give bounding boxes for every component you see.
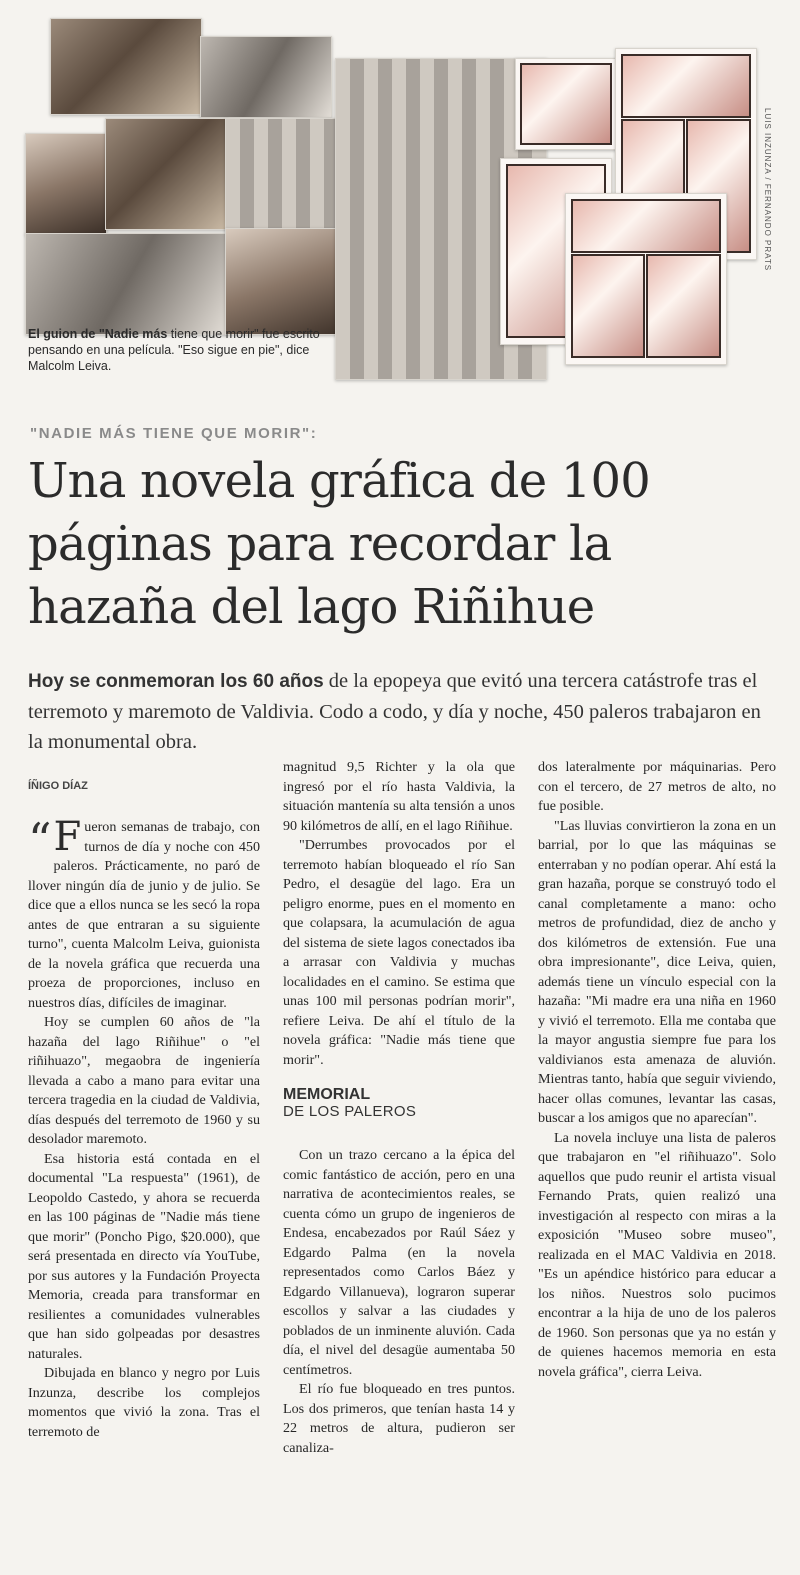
column-1 xyxy=(28,813,260,1442)
article-lede xyxy=(28,666,778,757)
paragraph: "Derrumbes provocados por el terremoto habían bloqueado el río San Pedro, el desagüe del lago. Era un peligro enorme, pues en el momento en que colapsara, la acumulación de agua del sistema de siete lagos conectados iba a arrasar con Valdivia y muchas localidades en el camino. Se estima que unas 100 mil personas podrían morir", refiere Leiva. De ahí el título de la novela gráfica: "Nadie más tiene que morir". xyxy=(283,837,515,1068)
paragraph: dos lateralmente por máquinarias. Pero con el tercero, de 27 metros de alto, no fue posible. xyxy=(538,759,776,814)
column-2 xyxy=(283,758,515,1458)
comic-page-4 xyxy=(565,193,727,365)
paragraph: “ F ueron semanas de trabajo, con turnos de día y noche con 450 paleros. Prácticamente, no paró de llover ningún día de junio y de julio. Se dice que a ellos nunca se les secó la ropa antes de que entraran a su siguiente turno", cuenta Malcolm Leiva, guionista de la novela gráfica que recuerda una proeza de proporciones, incluso en nuestros días, difíciles de imaginar. xyxy=(28,813,260,1011)
lede-bold: Hoy se conmemoran los 60 años xyxy=(28,671,324,692)
lede-text: de la epopeya que evitó una tercera catástrofe tras el terremoto y maremoto de Valdivia. Codo a codo, y día y noche, 450 paleros trabajaron en la monumental obra. xyxy=(28,670,761,753)
paragraph: Dibujada en blanco y negro por Luis Inzunza, describe los complejos momentos que vivió la zona. Tras el terremoto de xyxy=(28,1365,260,1440)
photo-mosaic-small xyxy=(225,118,342,230)
photo-collage xyxy=(20,18,780,363)
paragraph: Con un trazo cercano a la épica del comic fantástico de acción, pero en una narrativa de acontecimientos reales, se cuenta cómo un grupo de ingenieros de Endesa, encabezados por Raúl Sáez y Edgardo Palma (en la novela representados como Carlos Báez y Edgardo Villanueva), lograron superar escollos y salvar a las ciudades y poblados de un inminente aluvión. Cada día, el nivel del desagüe aumentaba 50 centímetros. xyxy=(283,1147,515,1378)
photo-men-portrait xyxy=(50,18,202,115)
paragraph: magnitud 9,5 Richter y la ola que ingresó por el río hasta Valdivia, la situación mantenía su alta tensión a unos 90 kilómetros de allí, en el lago Riñihue. xyxy=(283,759,515,834)
subhead-line-1: MEMORIAL xyxy=(283,1086,371,1103)
photo-landscape xyxy=(200,36,332,118)
photo-woman-portrait xyxy=(25,133,107,235)
paragraph: "Las lluvias convirtieron la zona en un barrial, por lo que las máquinas se enterraban y no podían operar. Ahí está la gran hazaña, porque se construyó todo el canal completamente a mano: ocho metros de profundidad, diez de ancho y dos kilómetros de extensión. Fue una obra impresionante", dice Leiva, quien, además tiene un vínculo especial con la hazaña: "Mi madre era una niña en 1960 y vivió el terremoto. Ella me contaba que la mayor angustia siempre fue para los valdivianos esta amenaza de aluvión. Mientras tanto, había que seguir viviendo, hacer ollas comunes, levantar las casas, buscar a los amigos que no aparecían". xyxy=(538,817,776,1126)
article-headline: Una novela gráfica de 100 páginas para recordar la hazaña del lago Riñihue xyxy=(28,453,650,635)
article-byline: ÍÑIGO DÍAZ xyxy=(28,780,88,792)
photo-man-smiling xyxy=(105,118,227,230)
paragraph: Hoy se cumplen 60 años de "la hazaña del lago Riñihue" o "el riñihuazo", megaobra de ingeniería llevada a cabo a mano para evitar una tercera tragedia en la ciudad de Valdivia, días después del terremoto de 1960 y su desolador maremoto. xyxy=(28,1014,260,1147)
paragraph: El río fue bloqueado en tres puntos. Los dos primeros, que tenían hasta 14 y 22 metros de altura, pudieron ser canaliza- xyxy=(283,1381,515,1456)
section-subhead xyxy=(283,1086,515,1120)
subhead-line-2: DE LOS PALEROS xyxy=(283,1103,417,1120)
photo-credit: LUIS INZUNZA / FERNANDO PRATS xyxy=(763,108,772,272)
article-kicker: "NADIE MÁS TIENE QUE MORIR": xyxy=(30,425,318,442)
photo-caption xyxy=(28,326,328,374)
photo-workers-landscape xyxy=(25,233,227,335)
caption-text: tiene que morir" fue escrito pensando en una película. "Eso sigue en pie", dice Malcolm Leiva. xyxy=(28,327,320,373)
paragraph: La novela incluye una lista de paleros que trabajaron en "el riñihuazo". Solo aquellos que pudo reunir el artista visual Fernando Prats, quien realizó una investigación al respecto con miras a la exposición "Museo sobre museo", realizada en el MAC Valdivia en 2018. "Es un apéndice histórico para educar a los niños. Nuestros solo pucimos encontrar a la hija de uno de los paleros de 1960. Son personas que ya no están y de quienes hacemos memoria en esta novela gráfica", cierra Leiva. xyxy=(538,1129,776,1380)
drop-cap: F xyxy=(53,814,82,860)
caption-bold: El guion de "Nadie más xyxy=(28,327,168,341)
paragraph: Esa historia está contada en el documental "La respuesta" (1961), de Leopoldo Castedo, y ahora se recuerda en las 100 páginas de "Nadie más tiene que morir" (Poncho Pigo, $20.000), que será presentada en directo vía YouTube, por sus autores y la Fundación Proyecta Memoria, creada para transformar en resilientes a comunidades vulnerables que han sido golpeadas por desastres naturales. xyxy=(28,1150,260,1362)
photo-workers-shovels xyxy=(225,228,352,335)
opening-quote-mark: “ xyxy=(28,813,52,867)
column-3 xyxy=(538,758,776,1382)
comic-page-1 xyxy=(515,58,617,150)
